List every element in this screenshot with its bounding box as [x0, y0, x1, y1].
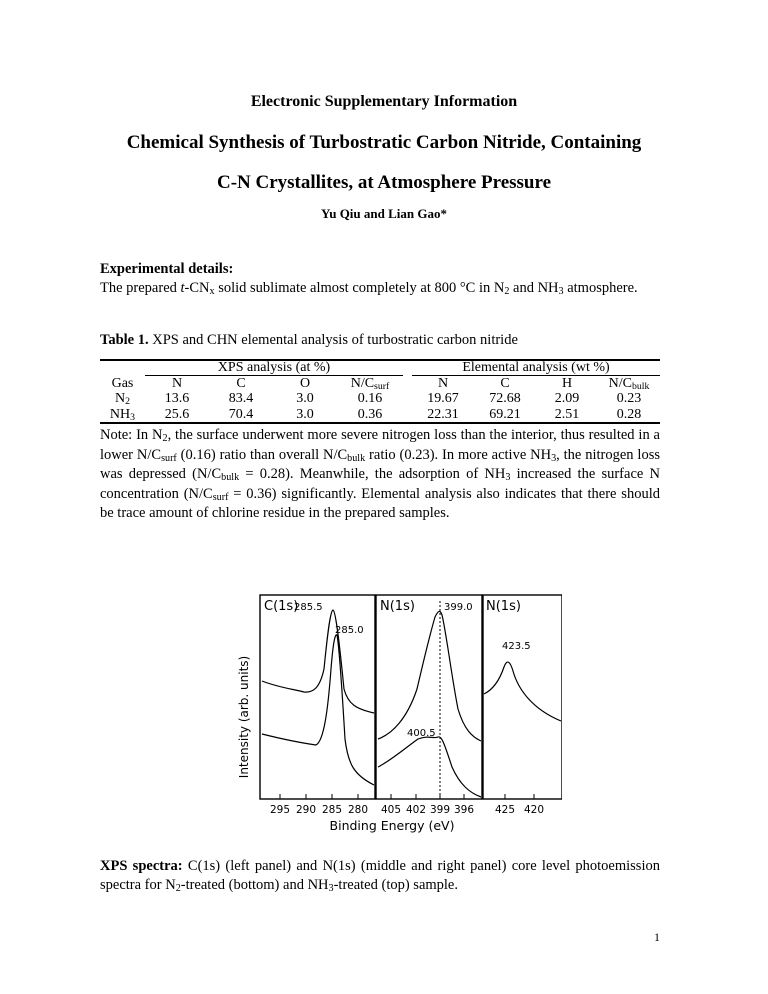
table-group-header [100, 360, 660, 376]
c1s-n2-spectrum [262, 635, 374, 785]
col-el-c: C [500, 375, 510, 391]
x-axis-label: Binding Energy (eV) [329, 818, 455, 833]
panel-n1s-right-title: N(1s) [486, 599, 521, 614]
panel-n1s-right-frame [483, 595, 562, 799]
col-el-h: H [561, 375, 573, 391]
n1s-peak-bottom-label: 400.5 [407, 728, 436, 739]
tick-label: 295 [269, 804, 291, 816]
tick-label: 405 [380, 804, 402, 816]
x-ticks [280, 794, 534, 799]
xps-spectra-figure [232, 589, 562, 839]
table-column-header [100, 376, 660, 392]
tick-label: 396 [453, 804, 475, 816]
n1s-right-peak-label: 423.5 [502, 641, 531, 652]
figure-caption: XPS spectra: C(1s) (left panel) and N(1s) (middle and right panel) core level photoemission spectra for $N_2$-treated (bottom) and $NH_3$-treated (top) sample. [100, 858, 660, 894]
authors: Yu Qiu and Lian Gao* [321, 206, 447, 221]
table-row: $NH_3$ 25.6 70.4 3.0 0.36 22.31 69.21 2.51 0.28 [109, 406, 642, 423]
panel-n1s-frame [376, 595, 482, 799]
experimental-heading: Experimental details: [100, 261, 234, 277]
tick-label: 290 [295, 804, 317, 816]
n1s-peak-top-label: 399.0 [444, 602, 473, 613]
c1s-peak-bottom-label: 285.0 [335, 625, 364, 636]
panel-n1s-title: N(1s) [380, 599, 415, 614]
y-axis-label: Intensity (arb. units) [237, 655, 251, 779]
title-line-2: C-N Crystallites, at Atmosphere Pressure [216, 172, 552, 193]
tick-label: 280 [347, 804, 369, 816]
table-note: Note: In $N_2$, the surface underwent more severe nitrogen loss than the interior, thus resulted in a lower $N/C_{surf}$ (0.16) ratio than overall $N/C_{bulk}$ ratio (0.23). In more active $NH_3$, the nitrogen loss was depressed $(N/C_{bulk} = 0.28)$. Meanwhile, the adsorption of $NH_3$ increased the surface N concentration $(N/C_{surf} = 0.36)$ significantly. Elemental analysis also indicates that there should be trace amount of chlorine residue in the prepared samples. [100, 427, 660, 521]
col-gas: Gas [111, 375, 134, 391]
table-bottom-rule [100, 422, 660, 424]
tick-label: 402 [405, 804, 427, 816]
panel-c1s-title: C(1s) [264, 599, 299, 614]
tick-label: 425 [494, 804, 516, 816]
n1s-n2-spectrum [378, 737, 481, 797]
page-number: 1 [654, 930, 660, 944]
elemental-group-label: Elemental analysis (wt %) [462, 360, 610, 375]
col-el-n: N [437, 375, 449, 391]
xps-group-label: XPS analysis (at %) [217, 360, 331, 375]
tick-label: 420 [523, 804, 545, 816]
col-xps-o: O [299, 375, 311, 391]
table-caption: Table 1. XPS and CHN elemental analysis of turbostratic carbon nitride [100, 332, 518, 348]
col-xps-n: N [171, 375, 183, 391]
experimental-text: The prepared $t-CN_x$ solid sublimate almost completely at 800 °C in $N_2$ and $NH_3$ atmosphere. [100, 280, 638, 297]
n1s-right-spectrum [484, 662, 561, 721]
table-row: $N_2$ 13.6 83.4 3.0 0.16 19.67 72.68 2.09 0.23 [114, 391, 642, 407]
col-xps-nc: $N/C_{surf}$ [350, 375, 390, 392]
col-el-nc: $N/C_{bulk}$ [608, 375, 650, 392]
title-line-1: Chemical Synthesis of Turbostratic Carbon Nitride, Containing [126, 132, 642, 153]
c1s-peak-top-label: 285.5 [294, 602, 323, 613]
analysis-table [100, 360, 660, 422]
col-xps-c: C [236, 375, 246, 391]
esi-heading: Electronic Supplementary Information [250, 93, 518, 110]
n1s-nh3-spectrum [378, 611, 481, 741]
tick-label: 399 [429, 804, 451, 816]
tick-label: 285 [321, 804, 343, 816]
